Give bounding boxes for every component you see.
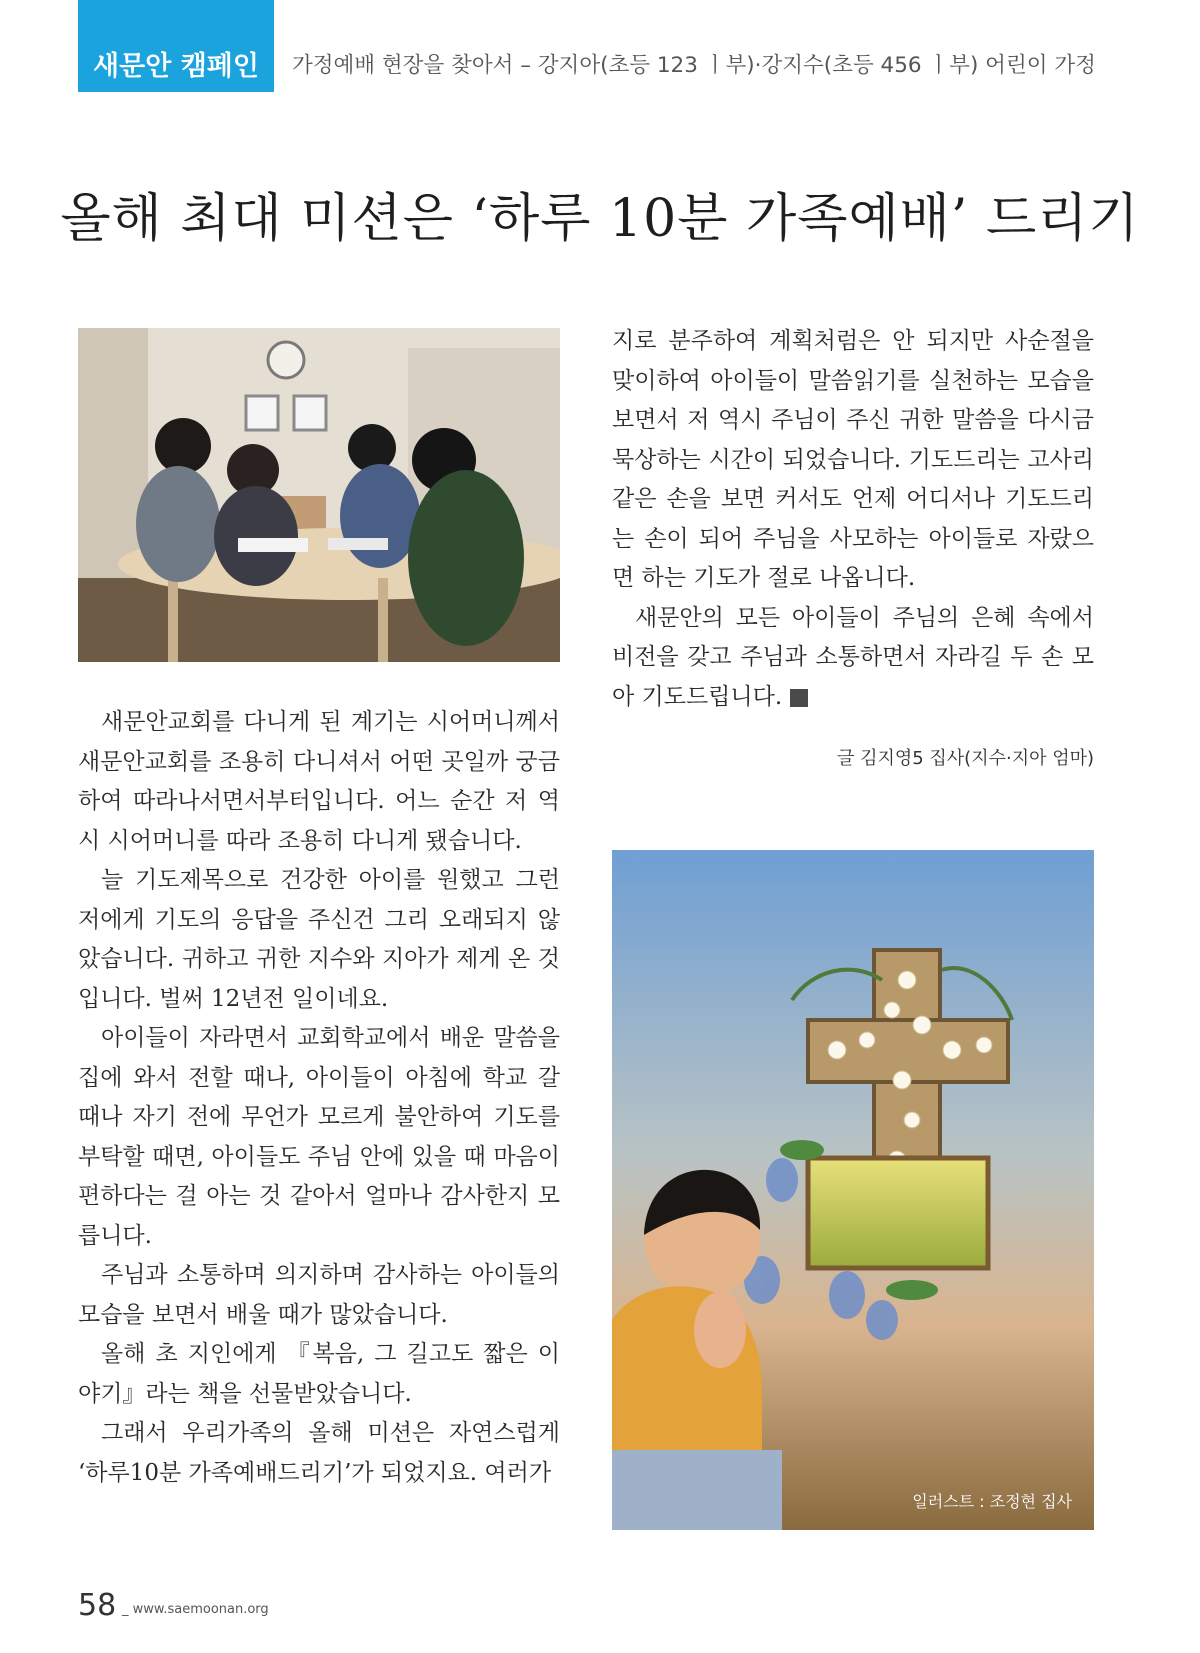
end-mark-icon: 새 [790,689,808,707]
illustration-credit: 일러스트 : 조정현 집사 [912,1492,1072,1511]
family-photo-illustration [78,328,560,662]
header-subtitle: 가정예배 현장을 찾아서 – 강지아(초등 123 ㅣ부)·강지수(초등 456 ㅣ부) 어린이 가정 [292,53,1096,78]
article-title: 올해 최대 미션은 ‘하루 10분 가족예배’ 드리기 [60,189,1140,249]
paragraph-text: 새문안의 모든 아이들이 주님의 은혜 속에서 비전을 갖고 주님과 소통하면서 자라길 두 손 모아 기도드립니다. [612,604,1094,710]
prayer-illustration [612,850,1094,1530]
byline: 글 김지영5 집사(지수·지아 엄마) [836,748,1094,769]
paragraph: 늘 기도제목으로 건강한 아이를 원했고 그런 저에게 기도의 응답을 주신건 그리 오래되지 않았습니다. 귀하고 귀한 지수와 지아가 제게 온 것입니다. 벌써 12년전 일이네요. [78,867,560,1012]
campaign-tag-label: 새문안 캠페인 [93,50,259,82]
paragraph: 지로 분주하여 계획처럼은 안 되지만 사순절을 맞이하여 아이들이 말씀읽기를 실천하는 모습을 보면서 저 역시 주님이 주신 귀한 말씀을 다시금 묵상하는 시간이 되었습니다. 기도드리는 고사리같은 손을 보면 커서도 언제 어디서나 기도드리는 손이 되어 주님을 사모하는 아이들로 자랐으면 하는 기도가 절로 나옵니다. [612,328,1094,591]
article-right-column [612,322,1094,717]
cross-and-child-illustration [612,850,1094,1530]
page-number: 58 [78,1588,117,1623]
paragraph: 그래서 우리가족의 올해 미션은 자연스럽게 ‘하루10분 가족예배드리기’가 되었지요. 여러가 [78,1420,560,1486]
paragraph: 주님과 소통하며 의지하며 감사하는 아이들의 모습을 보면서 배울 때가 많았습니다. [78,1262,560,1328]
paragraph: 아이들이 자라면서 교회학교에서 배운 말씀을 집에 와서 전할 때나, 아이들이 아침에 학교 갈 때나 자기 전에 무언가 모르게 불안하여 기도를 부탁할 때면, 아이들도 주님 안에 있을 때 마음이 편하다는 걸 아는 것 같아서 얼마나 감사한지 모릅니다. [78,1025,560,1249]
website-url: _ www.saemoonan.org [122,1602,269,1617]
family-worship-photo [78,328,560,662]
campaign-tag [78,0,274,92]
paragraph-last [612,599,1094,718]
paragraph: 올해 초 지인에게 『복음, 그 길고도 짧은 이야기』라는 책을 선물받았습니다. [78,1341,560,1407]
article-left-column [78,703,560,1493]
paragraph: 새문안교회를 다니게 된 계기는 시어머니께서 새문안교회를 조용히 다니셔서 어떤 곳일까 궁금하여 따라나서면서부터입니다. 어느 순간 저 역시 시어머니를 따라 조용히 다니게 됐습니다. [78,709,560,854]
